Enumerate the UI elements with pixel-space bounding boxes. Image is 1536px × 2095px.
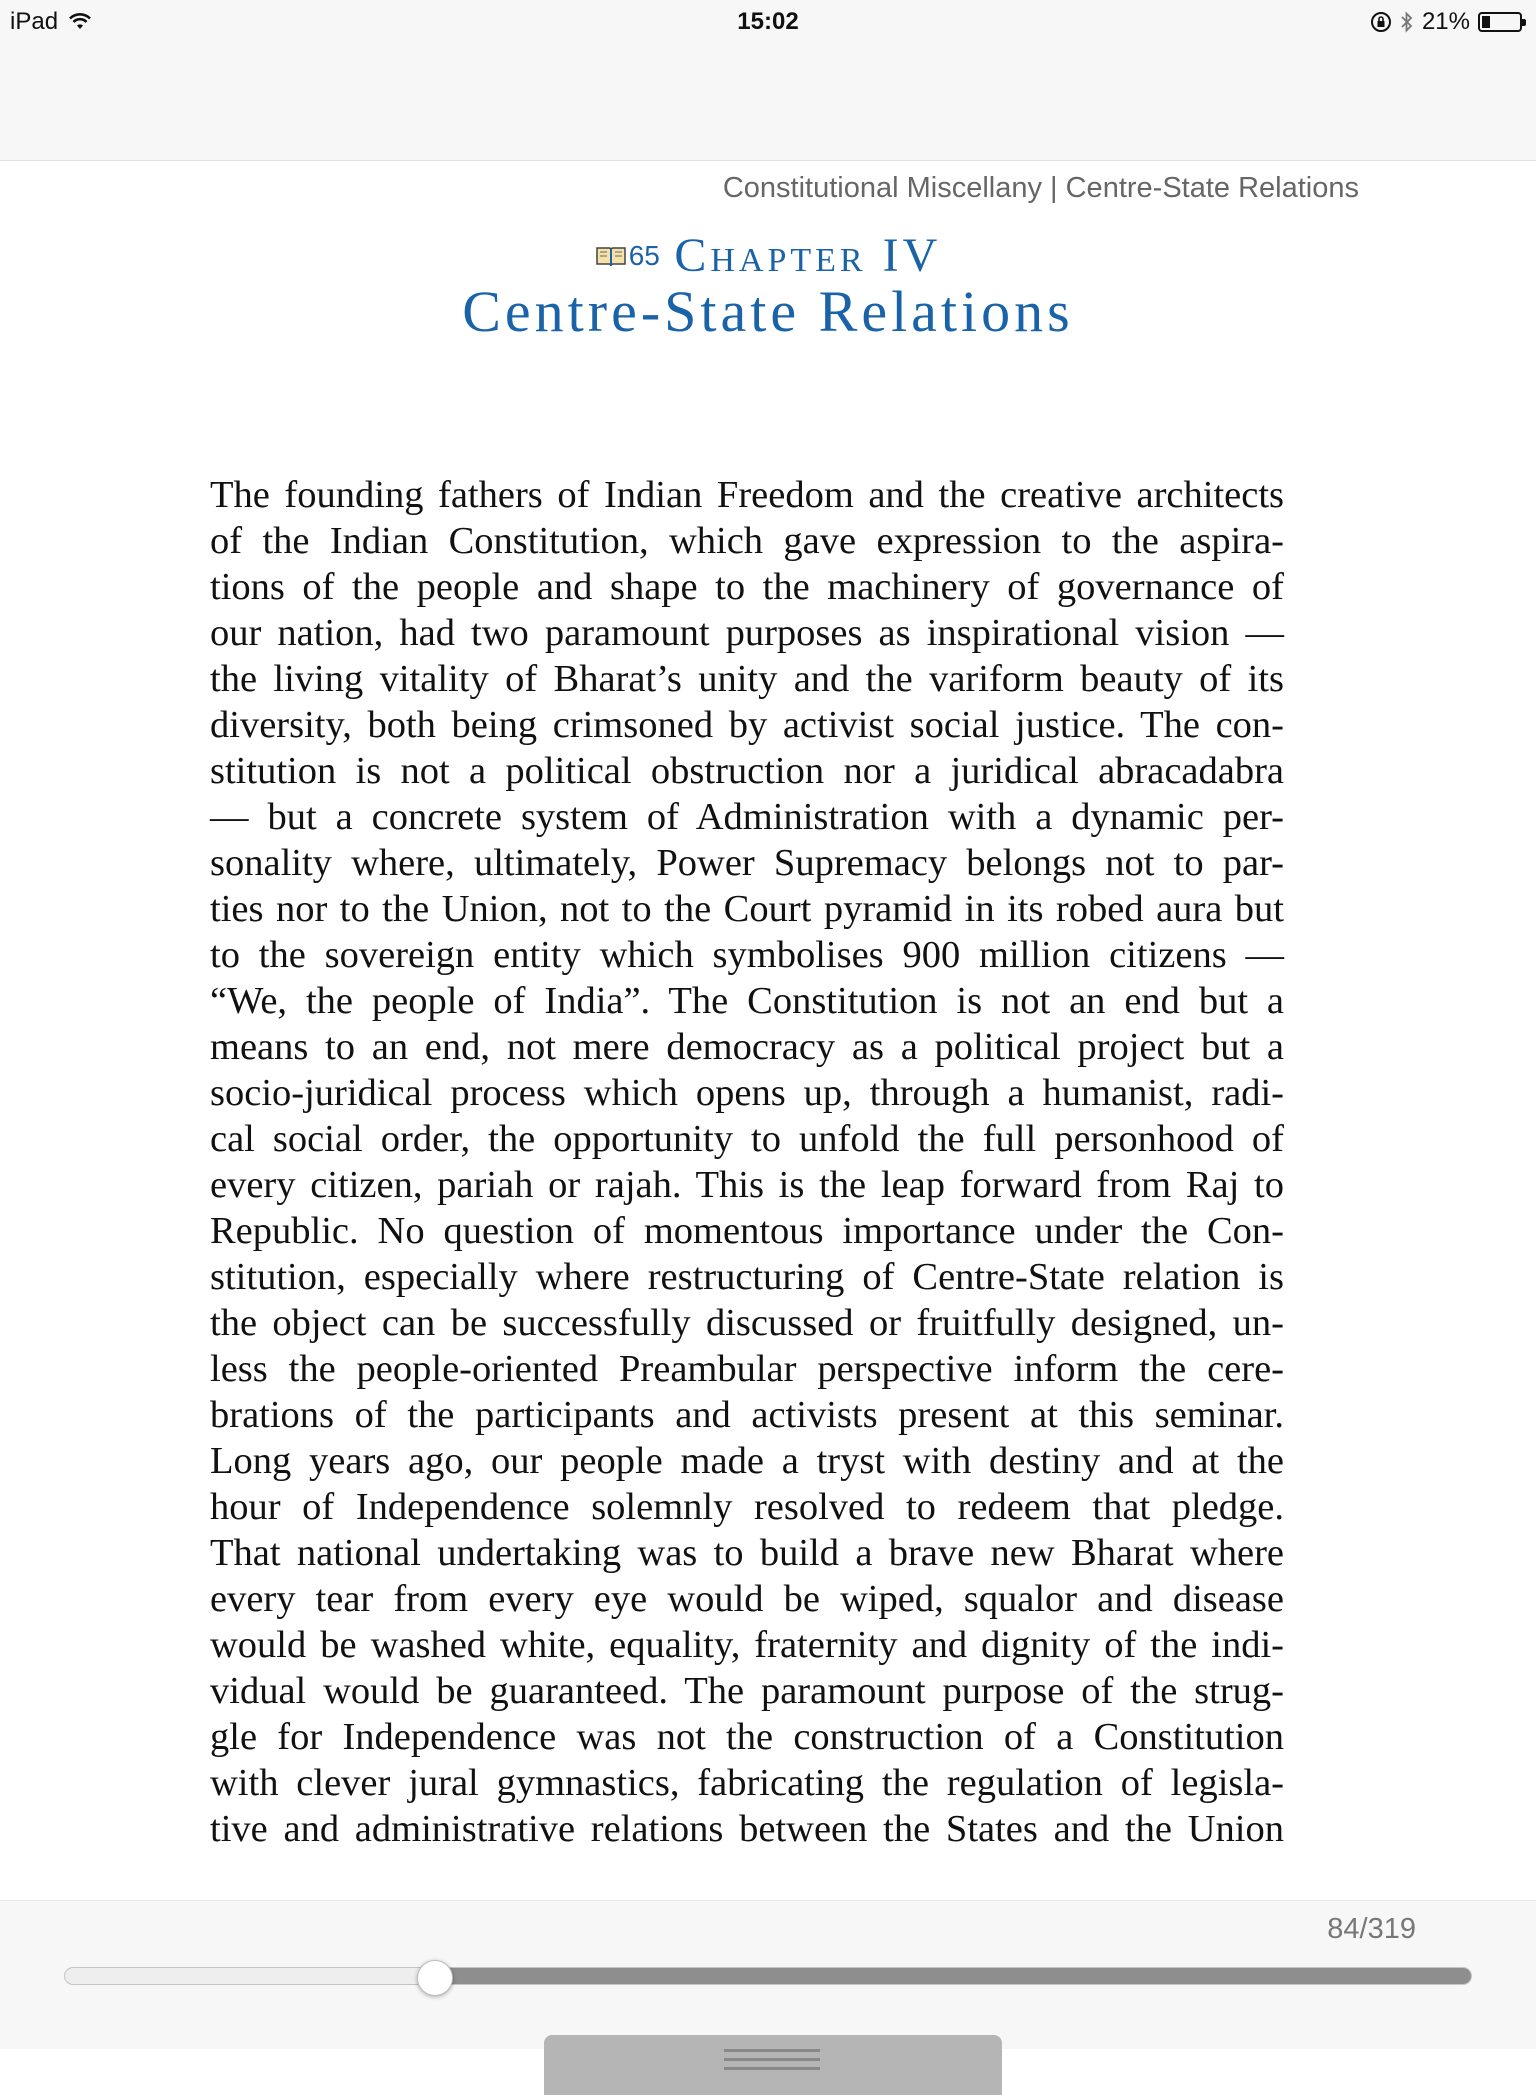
body-text [210,472,1284,1852]
reader-footer [0,1900,1536,2049]
battery-level [1482,16,1490,28]
body-line: cal social order, the opportunity to unfold the full personhood of [210,1118,1284,1160]
bluetooth-icon [1400,10,1414,34]
page-marker[interactable] [595,240,660,272]
body-line: sonality where, ultimately, Power Supremacy belongs not to par- [210,842,1284,884]
running-header: Constitutional Miscellany | Centre-State Relations [722,172,1359,204]
rotation-lock-icon [1370,11,1392,33]
body-line: stitution, especially where restructuring of Centre-State relation is [210,1256,1284,1298]
body-line: ties nor to the Union, not to the Court pyramid in its robed aura but [210,888,1284,930]
body-line: gle for Independence was not the construction of a Constitution [210,1716,1284,1758]
body-line: That national undertaking was to build a brave new Bharat where [210,1532,1284,1574]
body-line: diversity, both being crimsoned by activist social justice. The con- [210,704,1284,746]
body-line: the living vitality of Bharat’s unity and the variform beauty of its [210,658,1284,700]
body-line: Long years ago, our people made a tryst with destiny and at the [210,1440,1284,1482]
body-line: of the Indian Constitution, which gave expression to the aspira- [210,520,1284,562]
body-line: our nation, had two paramount purposes as inspirational vision — [210,612,1284,654]
body-line: the object can be successfully discussed or fruitfully designed, un- [210,1302,1284,1344]
body-line: hour of Independence solemnly resolved to redeem that pledge. [210,1486,1284,1528]
status-bar [0,0,1536,161]
body-line: every tear from every eye would be wiped, squalor and disease [210,1578,1284,1620]
page-slider-remaining [434,1968,1471,1984]
battery-percent: 21% [1421,8,1470,35]
book-icon [595,243,627,269]
status-time: 15:02 [737,8,799,35]
chapter-title: Centre-State Relations [462,279,1074,344]
drawer-handle[interactable] [544,2035,1002,2095]
chapter-heading [0,228,1536,283]
body-line: stitution is not a political obstruction nor a juridical abracadabra [210,750,1284,792]
body-line: means to an end, not mere democracy as a political project but a [210,1026,1284,1068]
page-indicator: 84/319 [1327,1913,1416,1945]
body-line: would be washed white, equality, fraternity and dignity of the indi- [210,1624,1284,1666]
device-name: iPad [10,8,59,35]
body-line: Republic. No question of momentous importance under the Con- [210,1210,1284,1252]
body-line: socio-juridical process which opens up, through a humanist, radi- [210,1072,1284,1114]
body-line: to the sovereign entity which symbolises 900 million citizens — [210,934,1284,976]
body-line: less the people-oriented Preambular perspective inform the cere- [210,1348,1284,1390]
grip-icon [724,2049,820,2076]
body-line: brations of the participants and activists present at this seminar. [210,1394,1284,1436]
body-line: tions of the people and shape to the machinery of governance of [210,566,1284,608]
page-slider-track[interactable] [64,1967,1472,1985]
body-line: every citizen, pariah or rajah. This is the leap forward from Raj to [210,1164,1284,1206]
body-line: “We, the people of India”. The Constitution is not an end but a [210,980,1284,1022]
body-line: vidual would be guaranteed. The paramount purpose of the strug- [210,1670,1284,1712]
body-line: The founding fathers of Indian Freedom and the creative architects [210,474,1284,516]
battery-icon [1478,12,1522,32]
status-right [1370,8,1522,36]
body-line: — but a concrete system of Administration with a dynamic per- [210,796,1284,838]
body-line: tive and administrative relations between the States and the Union [210,1808,1284,1850]
body-line: with clever jural gymnastics, fabricating the regulation of legisla- [210,1762,1284,1804]
page-marker-number: 65 [628,239,660,271]
chapter-label: Chapter IV [674,229,942,282]
page-slider-thumb[interactable] [417,1960,453,1996]
